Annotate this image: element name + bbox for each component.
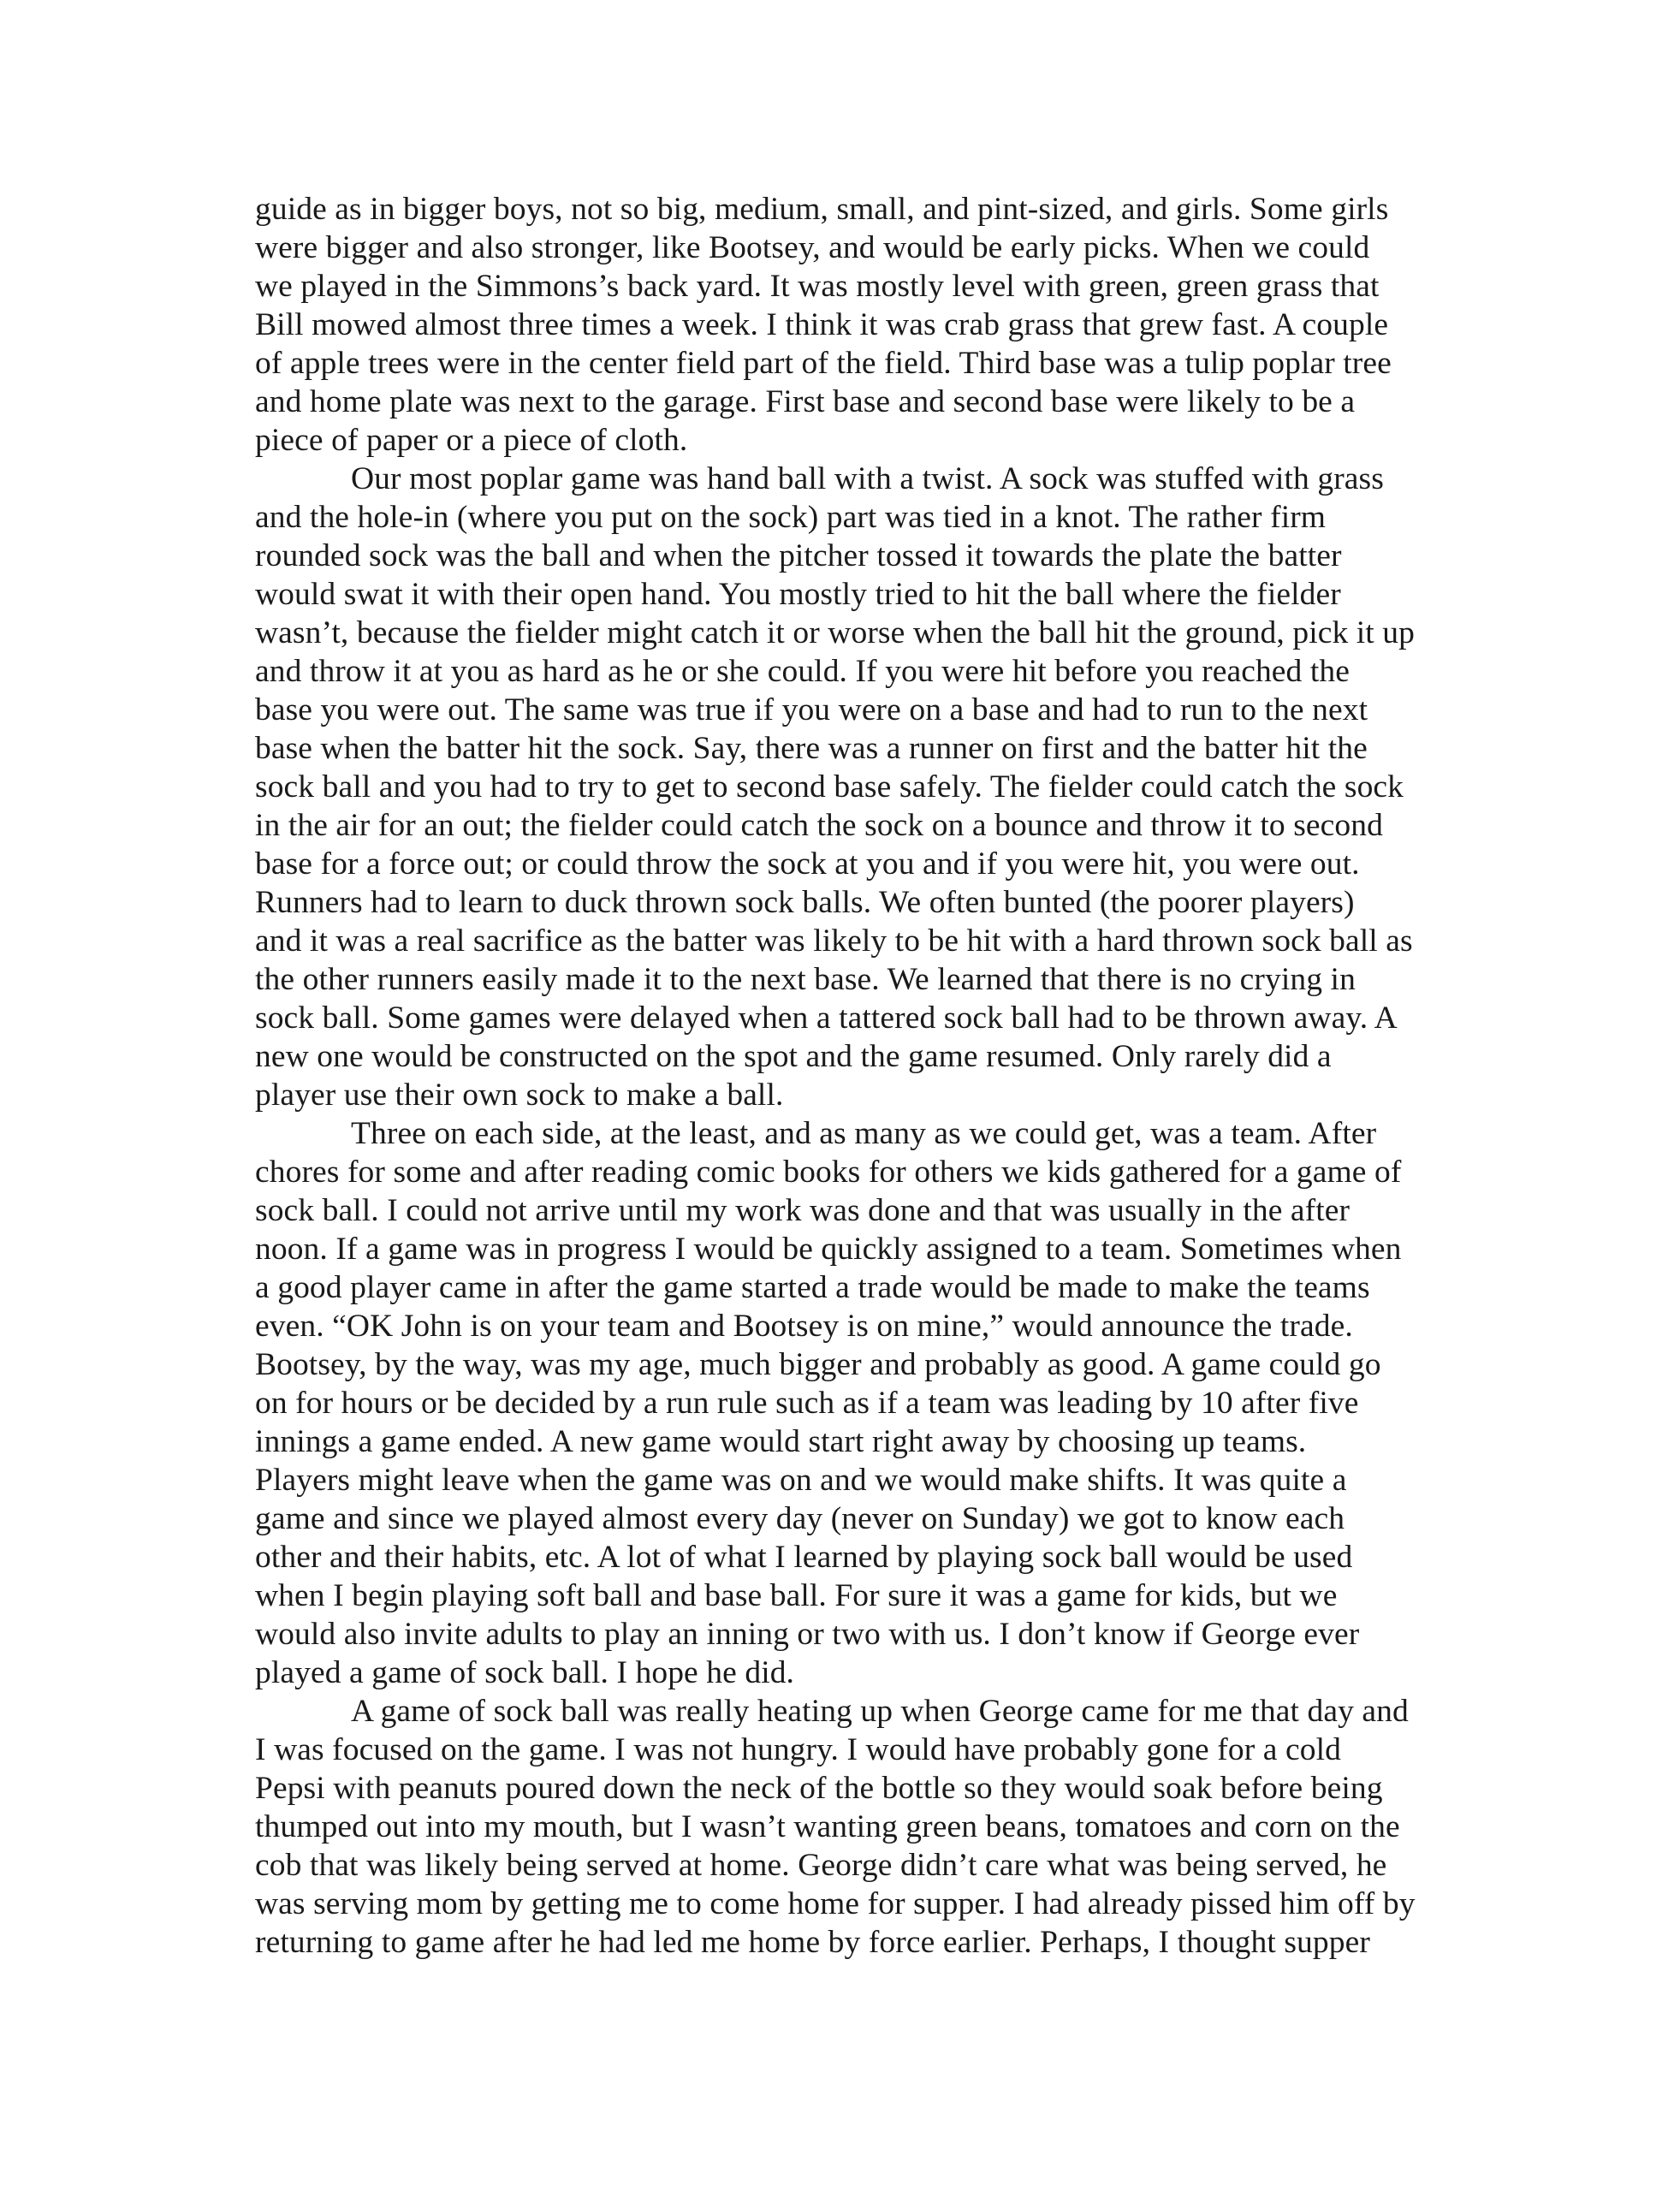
text-line: would swat it with their open hand. You mostly tried to hit the ball where the fielder: [255, 577, 1341, 612]
text-line: on for hours or be decided by a run rule such as if a team was leading by 10 after five: [255, 1386, 1359, 1421]
text-line: player use their own sock to make a ball.: [255, 1078, 784, 1113]
text-line: thumped out into my mouth, but I wasn’t wanting green beans, tomatoes and corn on the: [255, 1809, 1400, 1844]
text-line: Pepsi with peanuts poured down the neck of the bottle so they would soak before being: [255, 1771, 1383, 1806]
text-line: I was focused on the game. I was not hungry. I would have probably gone for a cold: [255, 1732, 1341, 1767]
text-line: and throw it at you as hard as he or she could. If you were hit before you reached the: [255, 654, 1350, 689]
text-line: and it was a real sacrifice as the batter was likely to be hit with a hard thrown sock ball as: [255, 923, 1413, 959]
text-line: was serving mom by getting me to come home for supper. I had already pissed him off by: [255, 1886, 1416, 1921]
text-line: base when the batter hit the sock. Say, there was a runner on first and the batter hit the: [255, 731, 1368, 766]
text-line: a good player came in after the game started a trade would be made to make the teams: [255, 1270, 1370, 1305]
text-line: base you were out. The same was true if you were on a base and had to run to the next: [255, 692, 1368, 727]
text-line: innings a game ended. A new game would start right away by choosing up teams.: [255, 1424, 1307, 1459]
paragraph-first-line: Three on each side, at the least, and as many as we could get, was a team. After: [351, 1116, 1377, 1151]
text-line: sock ball and you had to try to get to second base safely. The fielder could catch the sock: [255, 769, 1404, 805]
text-line: piece of paper or a piece of cloth.: [255, 423, 688, 458]
text-line: and the hole-in (where you put on the sock) part was tied in a knot. The rather firm: [255, 500, 1327, 535]
text-line: game and since we played almost every day (never on Sunday) we got to know each: [255, 1501, 1345, 1536]
text-line: new one would be constructed on the spot and the game resumed. Only rarely did a: [255, 1039, 1332, 1074]
text-line: and home plate was next to the garage. First base and second base were likely to be a: [255, 384, 1356, 419]
text-line: Bill mowed almost three times a week. I think it was crab grass that grew fast. A couple: [255, 307, 1389, 342]
paragraph-first-line: Our most poplar game was hand ball with a twist. A sock was stuffed with grass: [351, 461, 1384, 496]
text-line: cob that was likely being served at home. George didn’t care what was being served, he: [255, 1848, 1387, 1883]
text-line: other and their habits, etc. A lot of what I learned by playing sock ball would be used: [255, 1540, 1353, 1575]
text-line: were bigger and also stronger, like Bootsey, and would be early picks. When we could: [255, 230, 1370, 265]
text-line: rounded sock was the ball and when the pitcher tossed it towards the plate the batter: [255, 538, 1342, 573]
text-line: even. “OK John is on your team and Bootsey is on mine,” would announce the trade.: [255, 1309, 1353, 1344]
text-line: Bootsey, by the way, was my age, much bigger and probably as good. A game could go: [255, 1347, 1381, 1382]
text-line: of apple trees were in the center field part of the field. Third base was a tulip poplar tree: [255, 346, 1392, 381]
paragraph-first-line: A game of sock ball was really heating up when George came for me that day and: [351, 1694, 1409, 1729]
text-line: when I begin playing soft ball and base ball. For sure it was a game for kids, but we: [255, 1578, 1338, 1613]
text-line: Players might leave when the game was on and we would make shifts. It was quite a: [255, 1463, 1347, 1498]
text-line: returning to game after he had led me home by force earlier. Perhaps, I thought supper: [255, 1925, 1370, 1960]
text-line: sock ball. I could not arrive until my work was done and that was usually in the after: [255, 1193, 1351, 1228]
text-line: Runners had to learn to duck thrown sock balls. We often bunted (the poorer players): [255, 885, 1355, 920]
text-line: chores for some and after reading comic books for others we kids gathered for a game of: [255, 1155, 1402, 1190]
text-line: base for a force out; or could throw the sock at you and if you were hit, you were out.: [255, 846, 1360, 882]
text-line: noon. If a game was in progress I would be quickly assigned to a team. Sometimes when: [255, 1232, 1402, 1267]
text-line: we played in the Simmons’s back yard. It was mostly level with green, green grass that: [255, 269, 1380, 304]
text-line: the other runners easily made it to the next base. We learned that there is no crying in: [255, 962, 1356, 997]
text-line: wasn’t, because the fielder might catch it or worse when the ball hit the ground, pick it up: [255, 615, 1416, 650]
text-line: guide as in bigger boys, not so big, medium, small, and pint-sized, and girls. Some girls: [255, 192, 1389, 227]
body-text: [255, 190, 1453, 1962]
text-line: in the air for an out; the fielder could catch the sock on a bounce and throw it to second: [255, 808, 1383, 843]
text-line: sock ball. Some games were delayed when a tattered sock ball had to be thrown away. A: [255, 1000, 1398, 1036]
text-line: would also invite adults to play an inning or two with us. I don’t know if George ever: [255, 1617, 1360, 1652]
text-line: played a game of sock ball. I hope he did.: [255, 1655, 795, 1690]
